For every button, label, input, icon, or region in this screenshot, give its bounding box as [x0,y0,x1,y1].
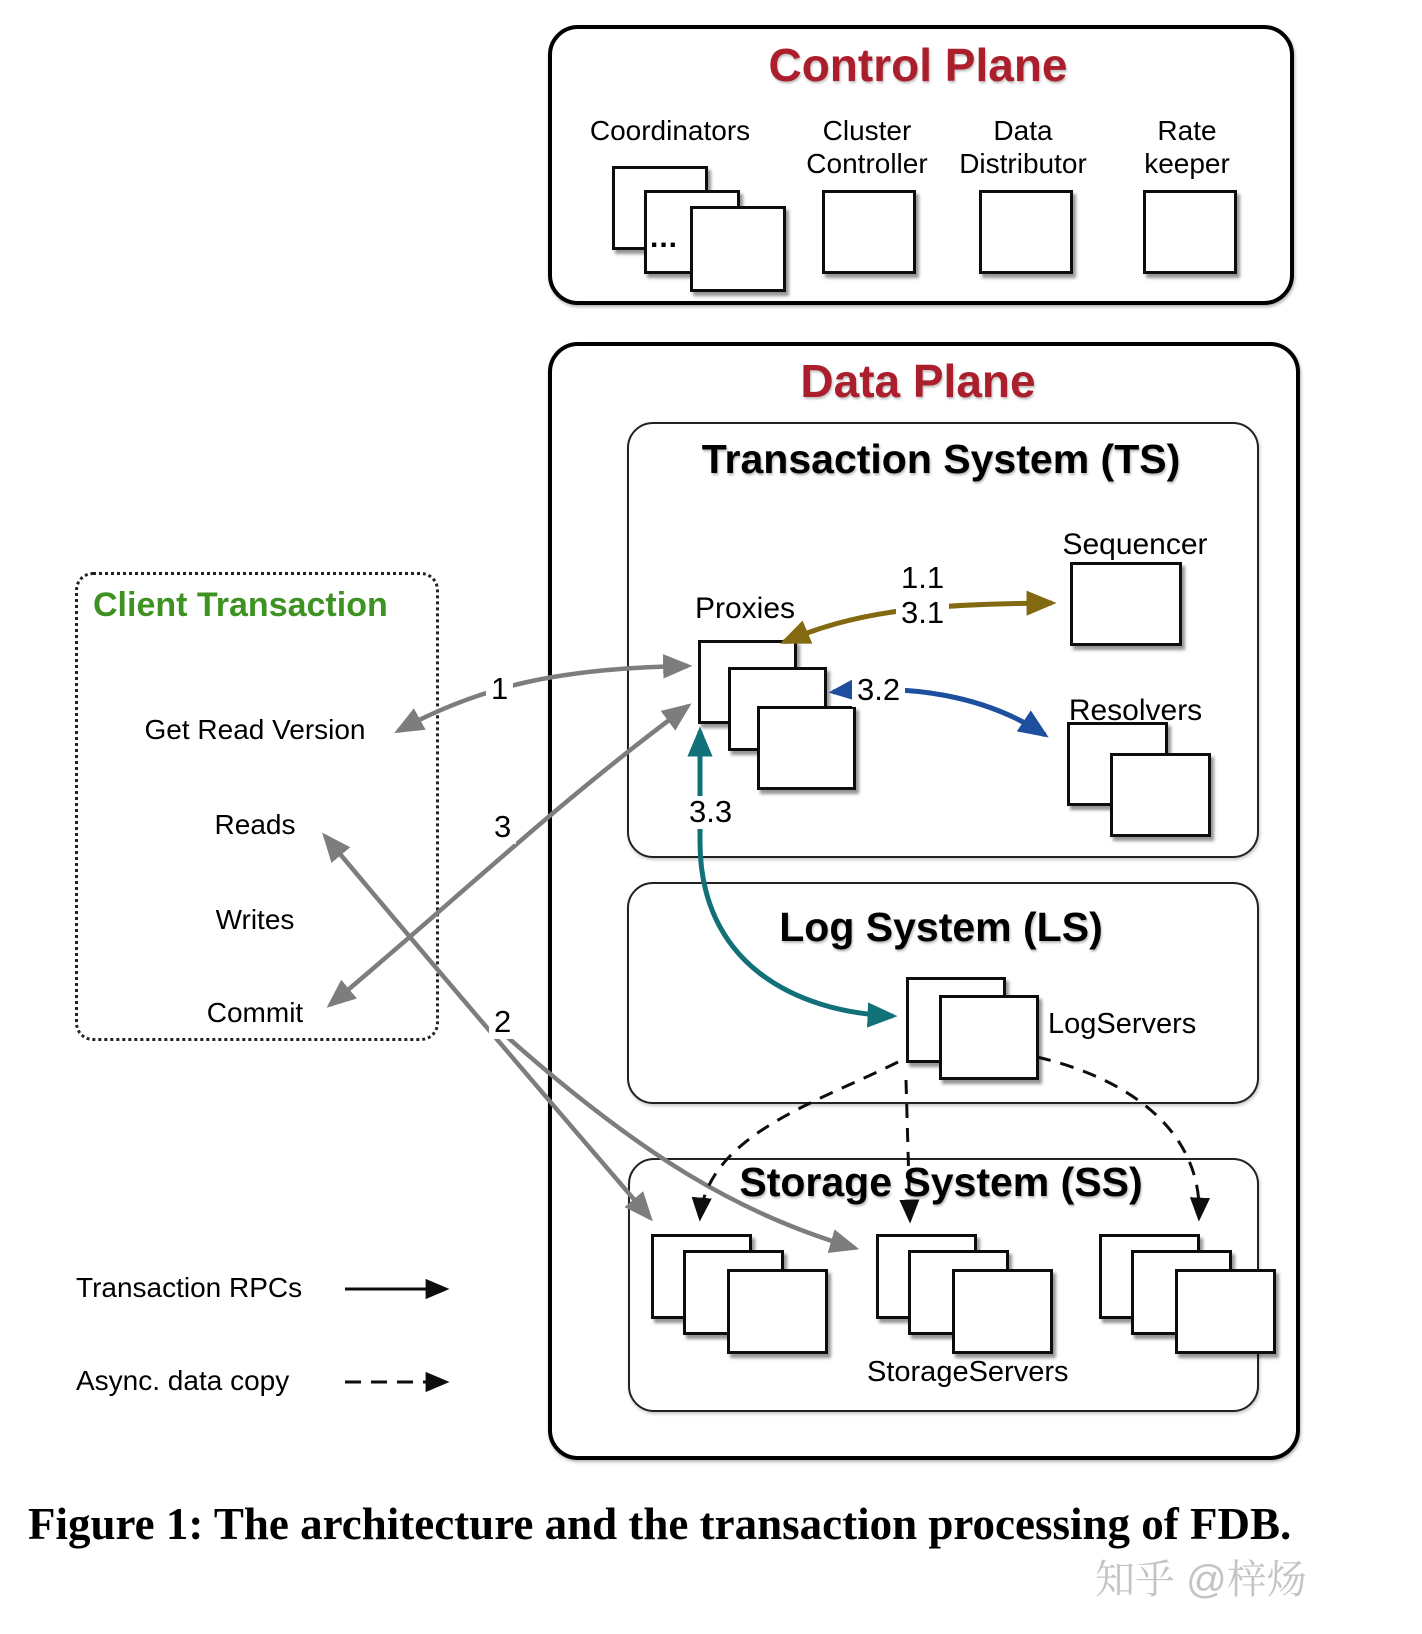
storage-server-box [727,1269,828,1354]
rate-keeper-box [1143,190,1237,274]
rate-keeper-label: Rate keeper [1144,115,1230,180]
storageservers-label: StorageServers [867,1356,1069,1388]
flow-label-2: 2 [489,1006,516,1039]
data-plane-title: Data Plane [800,355,1036,407]
data-distributor-label: Data Distributor [959,115,1087,180]
sequencer-label: Sequencer [1062,528,1208,561]
client-step-get-read-version: Get Read Version [144,714,366,745]
client-step-commit: Commit [206,997,304,1028]
flow-label-1-1: 1.1 [896,562,949,595]
coordinator-server-box [690,206,786,292]
log-system-title: Log System (LS) [779,904,1103,950]
figure-caption: Figure 1: The architecture and the transaction processing of FDB. [28,1499,1292,1549]
flow-label-3: 3 [489,811,516,844]
data-distributor-box [979,190,1073,274]
watermark: 知乎 @梓炀 [1095,1558,1307,1602]
logservers-label: LogServers [1048,1008,1197,1040]
cluster-controller-label: Cluster Controller [806,115,928,180]
storage-server-box [1175,1269,1276,1354]
proxy-server-box [757,706,856,790]
transaction-system-title: Transaction System (TS) [701,436,1181,482]
log-server-box [939,995,1039,1080]
resolver-server-box [1110,753,1211,837]
flow-label-3-3: 3.3 [684,796,737,829]
legend-async-data-copy-label: Async. data copy [76,1365,290,1396]
sequencer-box [1070,562,1182,646]
flow-label-3-2: 3.2 [852,674,905,707]
proxies-label: Proxies [694,592,796,625]
coordinators-ellipsis: ... [649,221,678,254]
client-step-reads: Reads [214,809,296,840]
client-step-writes: Writes [215,904,295,935]
storage-system-title: Storage System (SS) [739,1159,1143,1205]
coordinators-label: Coordinators [589,115,751,146]
resolvers-label: Resolvers [1068,694,1203,727]
storage-server-box [952,1269,1053,1354]
legend-transaction-rpcs-label: Transaction RPCs [76,1272,303,1303]
flow-label-3-1: 3.1 [896,597,949,630]
flow-label-1: 1 [486,673,513,706]
cluster-controller-box [822,190,916,274]
control-plane-title: Control Plane [768,39,1068,91]
client-transaction-box [75,572,439,1041]
client-transaction-title: Client Transaction [93,586,388,624]
